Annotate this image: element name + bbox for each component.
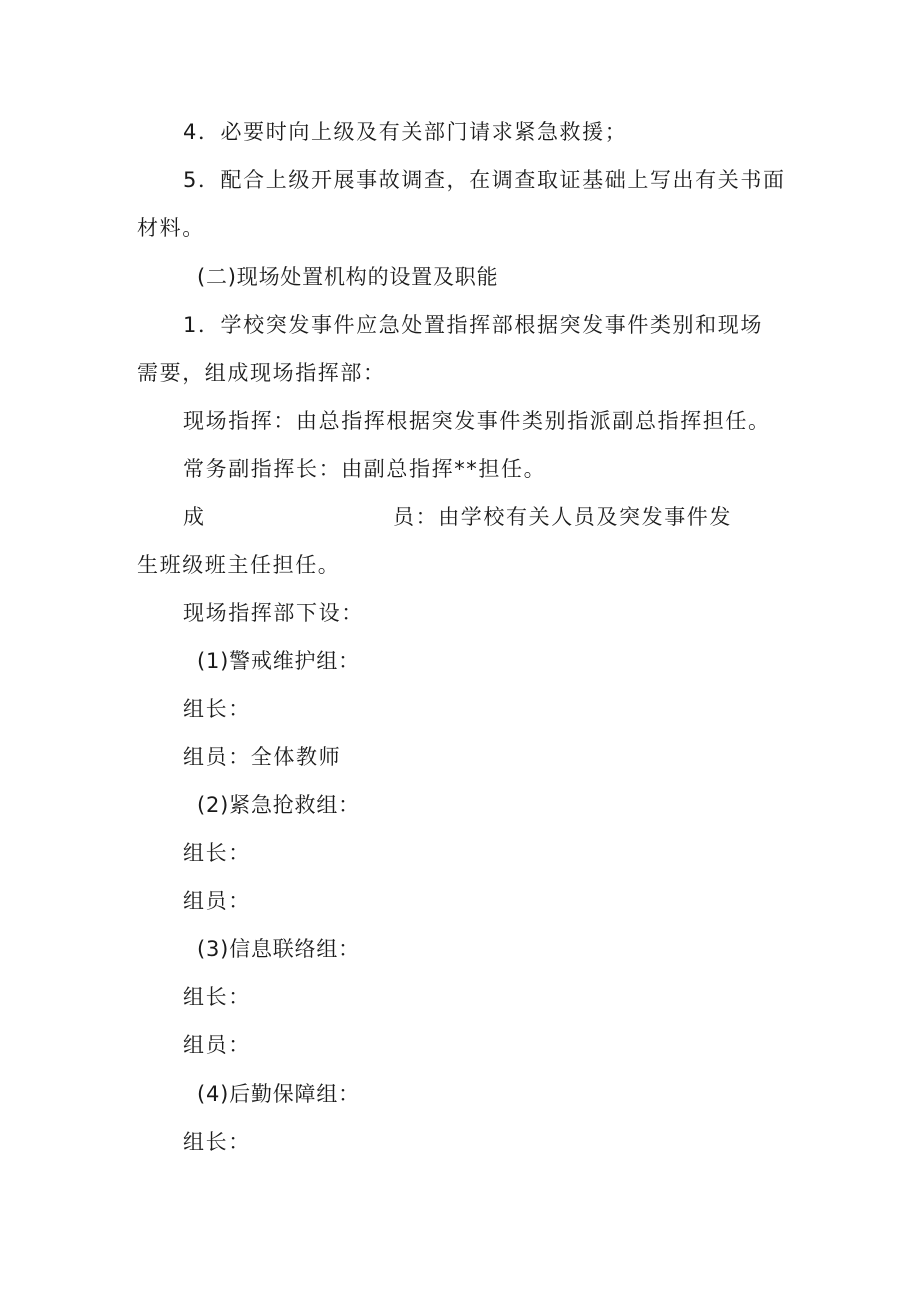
group-1-leader: 组长： [183, 697, 251, 721]
group-2-title: (2)紧急抢救组： [197, 793, 360, 817]
group-4-leader: 组长： [183, 1130, 251, 1154]
group-3-leader: 组长： [183, 985, 251, 1009]
members-label: 成 [183, 505, 206, 529]
members-line-2: 生班级班主任担任。 [137, 553, 341, 577]
group-1-members: 组员：全体教师 [183, 745, 342, 769]
group-2-leader: 组长： [183, 841, 251, 865]
deputy-commander-line: 常务副指挥长：由副总指挥**担任。 [183, 457, 547, 481]
item-1-line-1: 1．学校突发事件应急处置指挥部根据突发事件类别和现场 [183, 313, 763, 337]
field-commander-line: 现场指挥：由总指挥根据突发事件类别指派副总指挥担任。 [183, 409, 771, 433]
item-5-line-1: 5．配合上级开展事故调查，在调查取证基础上写出有关书面 [183, 168, 786, 192]
item-1-line-2: 需要，组成现场指挥部： [137, 361, 386, 385]
section-2-heading: (二)现场处置机构的设置及职能 [197, 265, 499, 289]
group-4-title: (4)后勤保障组： [197, 1082, 360, 1106]
members-line-1: 员：由学校有关人员及突发事件发 [393, 505, 732, 529]
group-1-title: (1)警戒维护组： [197, 649, 360, 673]
group-2-members: 组员： [183, 889, 251, 913]
subunits-intro: 现场指挥部下设： [183, 601, 364, 625]
item-5-line-2: 材料。 [137, 216, 205, 240]
item-4-line: 4．必要时向上级及有关部门请求紧急救援； [183, 120, 628, 144]
group-3-title: (3)信息联络组： [197, 937, 360, 961]
group-3-members: 组员： [183, 1033, 251, 1057]
